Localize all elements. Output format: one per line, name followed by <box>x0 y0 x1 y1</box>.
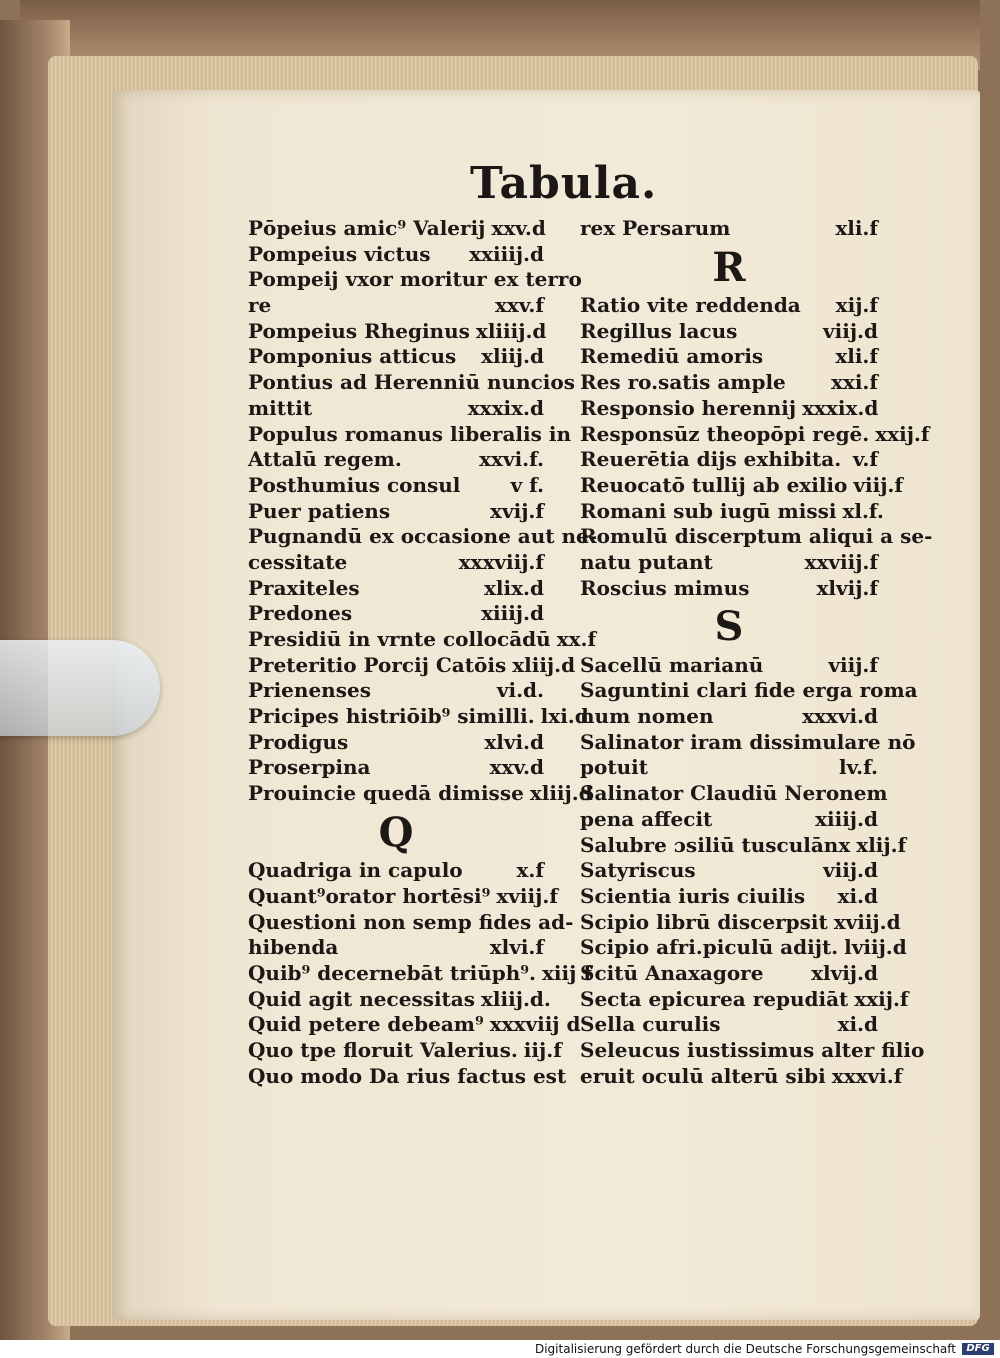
index-entry <box>248 652 576 679</box>
index-entry <box>580 447 878 473</box>
index-entry-reference <box>924 1038 930 1064</box>
index-entry-reference: xij.f <box>835 293 878 318</box>
index-entry-reference: xviij.f <box>496 883 558 908</box>
index-entry <box>248 576 544 602</box>
index-entry <box>580 370 878 396</box>
index-entry <box>248 550 544 576</box>
index-entry <box>580 781 888 807</box>
section-letter: S <box>714 603 744 651</box>
index-entry-text: Pricipes histriōib⁹ similli. <box>248 704 535 729</box>
index-entry <box>248 909 574 936</box>
index-entry <box>580 319 878 345</box>
index-entry <box>248 960 592 987</box>
index-entry-reference: xxi.f <box>830 370 878 395</box>
index-entry-reference: v.f <box>852 447 878 472</box>
index-entry-reference: xlvij.f <box>816 575 878 600</box>
index-entry-text: Predones <box>248 601 353 626</box>
index-entry-text: Pomponius atticus <box>248 344 457 369</box>
index-entry-text: Scipio afri.piculū adijt. <box>580 935 839 960</box>
index-entry <box>248 781 593 807</box>
index-entry <box>248 499 544 525</box>
index-entry-reference: v f. <box>510 472 544 497</box>
index-entry-text: Roscius mimus <box>580 575 750 600</box>
index-entry <box>248 447 544 473</box>
index-entry <box>580 1038 925 1064</box>
index-entry <box>580 832 907 859</box>
index-entry-reference: xxv.d <box>489 755 544 780</box>
index-entry-text: cessitate <box>248 549 348 574</box>
index-entry <box>248 627 597 653</box>
index-entry-reference: xx.f <box>556 627 597 651</box>
index-entry <box>580 729 916 756</box>
index-entry-reference: xxv.d <box>491 216 546 240</box>
index-entry-reference: xxxviij.f <box>458 549 544 574</box>
index-entry <box>580 550 878 576</box>
index-entry <box>248 293 544 319</box>
index-entry-reference: viij.d <box>823 318 878 343</box>
index-entry-text: Seleucus iustissimus alter filio <box>580 1038 925 1063</box>
index-entry-text: Prouincie quedā dimisse <box>248 781 524 806</box>
index-entry-reference <box>571 422 577 448</box>
index-entry-text: re <box>248 293 272 318</box>
index-entry-reference: xiiij.d <box>481 601 544 626</box>
index-entry <box>248 524 598 550</box>
index-entry <box>580 961 878 987</box>
index-entry <box>580 1063 903 1090</box>
index-column-right <box>580 216 933 1089</box>
index-entry-reference: viij.d <box>823 858 878 883</box>
index-entry <box>580 498 884 525</box>
index-entry-text: Scientia iuris ciuilis <box>580 883 806 908</box>
index-entry <box>248 730 544 756</box>
index-entry-reference: iij.f <box>523 1038 562 1063</box>
index-entry-reference: xi.d <box>837 883 878 908</box>
index-entry-text: Preteritio Porcij Catōis <box>248 652 507 677</box>
index-entry-reference: xli.f <box>835 344 878 369</box>
index-entry-reference: viij.f <box>853 472 903 497</box>
index-entry <box>248 755 544 781</box>
index-entry-text: Proserpina <box>248 755 371 780</box>
index-entry <box>580 884 878 910</box>
index-entry <box>580 755 878 781</box>
index-entry <box>580 935 907 961</box>
footer-credit: Digitalisierung gefördert durch die Deutsche Forschungsgemeinschaft <box>534 1342 956 1356</box>
index-entry <box>248 601 544 627</box>
index-entry-text: natu putant <box>580 549 713 574</box>
index-entry-reference: xli.f <box>835 216 878 240</box>
index-entry-reference: xlvi.d <box>484 729 544 754</box>
index-entry-text: Attalū regem. <box>248 447 402 472</box>
index-entry <box>580 293 878 319</box>
index-entry-text: Posthumius consul <box>248 472 461 497</box>
index-entry-text: Pompeius victus <box>248 241 431 266</box>
index-entry-reference: xxxviij d <box>489 1012 581 1037</box>
index-entry <box>248 678 544 704</box>
index-entry-reference: xxxvi.f <box>831 1063 903 1088</box>
index-entry <box>580 653 878 679</box>
index-entry-text: Populus romanus liberalis in <box>248 421 571 446</box>
index-entry <box>248 396 544 422</box>
index-entry <box>248 344 544 370</box>
index-entry <box>580 396 878 422</box>
index-entry-reference: x.f <box>516 858 544 883</box>
index-entry-reference: vi.d. <box>496 678 544 703</box>
index-entry-text: Satyriscus <box>580 858 696 883</box>
index-entry-text: Quo modo Da rius factus est <box>248 1063 567 1088</box>
index-entry-text: Quid agit necessitas <box>248 986 475 1011</box>
index-entry-reference: xxiiij.d <box>469 241 544 266</box>
index-entry-text: Scipio librū discerpsit <box>580 909 828 934</box>
index-entry-text: Prienenses <box>248 678 371 703</box>
index-entry-text: Responsūz theopōpi regē. <box>580 421 870 446</box>
index-column-left <box>248 216 598 1089</box>
index-entry-reference <box>888 781 894 807</box>
index-entry <box>580 216 878 242</box>
index-entry-reference: xliij.d <box>512 652 576 677</box>
index-entry <box>248 267 582 293</box>
index-entry-text: Remediū amoris <box>580 344 764 369</box>
index-entry-text: Reuocatō tullij ab exilio <box>580 472 848 497</box>
index-entry-reference: xliij.d <box>481 344 544 369</box>
page-heading: Tabula. <box>470 158 658 209</box>
index-entry-text: Questioni non semp fides ad- <box>248 909 574 934</box>
index-entry-text: Reuerētia dijs exhibita. <box>580 447 842 472</box>
index-entry-text: eruit oculū alterū sibi <box>580 1063 826 1088</box>
index-entry <box>248 935 544 961</box>
index-entry-reference <box>918 678 924 704</box>
index-entry-reference: xlix.d <box>484 575 544 600</box>
index-entry-text: Res ro.satis ample <box>580 370 786 395</box>
index-entry-reference: xxxix.d <box>802 395 879 420</box>
index-entry-text: num nomen <box>580 704 714 729</box>
index-entry-text: Quib⁹ decernebāt triūph⁹. <box>248 960 536 985</box>
index-entry-reference: xvij.f <box>490 498 544 523</box>
index-entry-reference: xxviij.f <box>804 549 878 574</box>
index-entry <box>248 1012 581 1038</box>
index-entry <box>248 318 547 345</box>
index-entry-text: Quant⁹orator hortēsi⁹ <box>248 883 491 908</box>
index-entry <box>580 524 933 550</box>
index-entry-text: Presidiū in vrnte collocādū <box>248 627 551 651</box>
section-letter: R <box>712 243 746 291</box>
index-entry-text: Sacellū marianū <box>580 652 764 677</box>
index-entry <box>580 1012 878 1038</box>
index-entry-reference: xliij.d <box>529 781 593 806</box>
index-entry <box>580 678 918 704</box>
index-entry-reference: xlvi.f <box>489 935 544 960</box>
index-entry <box>248 986 551 1013</box>
index-entry <box>580 421 930 448</box>
index-entry-reference: lviij.d <box>844 935 907 960</box>
index-entry <box>248 421 571 448</box>
index-entry-text: Praxiteles <box>248 575 360 600</box>
index-entry-text: potuit <box>580 755 648 780</box>
index-entry-text: Pugnandū ex occasione aut ne- <box>248 524 598 549</box>
index-entry-text: Romani sub iugū missi <box>580 498 837 523</box>
index-entry <box>580 472 903 499</box>
index-entry-reference: xlvij.d <box>811 960 878 985</box>
index-entry <box>248 242 544 268</box>
index-entry-reference: xi.d <box>837 1012 878 1037</box>
index-entry-reference: xl.f. <box>842 498 884 523</box>
index-entry-reference: xiij f <box>542 960 592 985</box>
index-entry-text: Quid petere debeam⁹ <box>248 1012 484 1037</box>
index-entry <box>580 986 909 1013</box>
index-entry-reference: xxvi.f. <box>479 447 544 472</box>
index-entry-reference: xxxix.d <box>467 395 544 420</box>
index-entry-text: Romulū discerptum aliqui a se- <box>580 524 933 549</box>
index-entry <box>248 704 589 730</box>
index-entry-text: Secta epicurea repudiāt <box>580 986 849 1011</box>
index-entry-text: Sella curulis <box>580 1012 721 1037</box>
dfg-logo: DFG <box>962 1343 994 1355</box>
section-letter: Q <box>378 808 414 856</box>
index-entry-reference: lv.f. <box>838 755 878 780</box>
index-entry-reference: xiiij.d <box>815 806 878 831</box>
index-entry-reference: xxv.f <box>494 293 544 318</box>
index-entry <box>580 344 878 370</box>
index-entry-text: mittit <box>248 395 313 420</box>
index-entry-text: Pontius ad Herenniū nuncios <box>248 370 575 395</box>
index-entry-reference: xviij.d <box>833 909 901 934</box>
index-entry-text: Pōpeius amic⁹ Valerij <box>248 216 486 240</box>
index-entry-reference <box>932 524 938 550</box>
index-entry-text: pena affecit <box>580 806 713 831</box>
digitization-footer <box>0 1340 1000 1358</box>
index-entry <box>248 858 544 884</box>
index-entry-text: Regillus lacus <box>580 318 738 343</box>
index-entry-reference: xliiij.d <box>475 318 547 343</box>
index-entry-text: Quadriga in capulo <box>248 858 463 883</box>
index-entry-text: rex Persarum <box>580 216 731 240</box>
index-entry-text: Ratio vite reddenda <box>580 293 801 318</box>
index-entry-text: Scitū Anaxagore <box>580 960 764 985</box>
index-entry <box>248 1038 562 1064</box>
index-entry-reference: lxi.d <box>540 704 589 729</box>
index-entry-reference <box>915 730 921 756</box>
index-entry-text: Prodigus <box>248 729 349 754</box>
index-entry <box>580 909 901 936</box>
index-entry-reference: xlij.f <box>856 832 907 857</box>
index-entry-text: Salinator Claudiū Neronem <box>580 781 888 806</box>
index-entry <box>248 883 558 910</box>
index-entry <box>580 858 878 884</box>
index-entry <box>248 473 544 499</box>
index-entry-text: hibenda <box>248 935 339 960</box>
index-entry-reference: xxij.f <box>854 986 909 1011</box>
index-entry-reference: xxxvi.d <box>802 704 878 729</box>
index-entry <box>248 1063 567 1090</box>
index-entry-text: Pompeij vxor moritur ex terro <box>248 267 582 292</box>
index-entry-reference: viij.f <box>828 652 878 677</box>
index-entry-reference: xliij.d. <box>481 986 551 1011</box>
index-entry-text: Salinator iram dissimulare nō <box>580 729 916 754</box>
index-entry-text: Quo tpe floruit Valerius. <box>248 1038 518 1063</box>
index-entry <box>248 216 544 242</box>
index-entry <box>580 576 878 602</box>
index-entry <box>248 370 575 396</box>
index-entry-text: Pompeius Rheginus <box>248 318 470 343</box>
index-entry <box>580 704 878 730</box>
index-entry-reference <box>566 1064 572 1090</box>
index-entry-text: Saguntini clari fide erga roma <box>580 678 918 703</box>
index-entry <box>580 807 878 833</box>
page-holder-clip <box>0 640 160 736</box>
index-entry-text: Salubre ɔsiliū tusculānx <box>580 832 851 857</box>
index-entry-reference <box>573 910 579 936</box>
index-entry-reference: xxij.f <box>875 421 930 446</box>
index-entry-text: Puer patiens <box>248 498 391 523</box>
index-entry-text: Responsio herennij <box>580 395 797 420</box>
